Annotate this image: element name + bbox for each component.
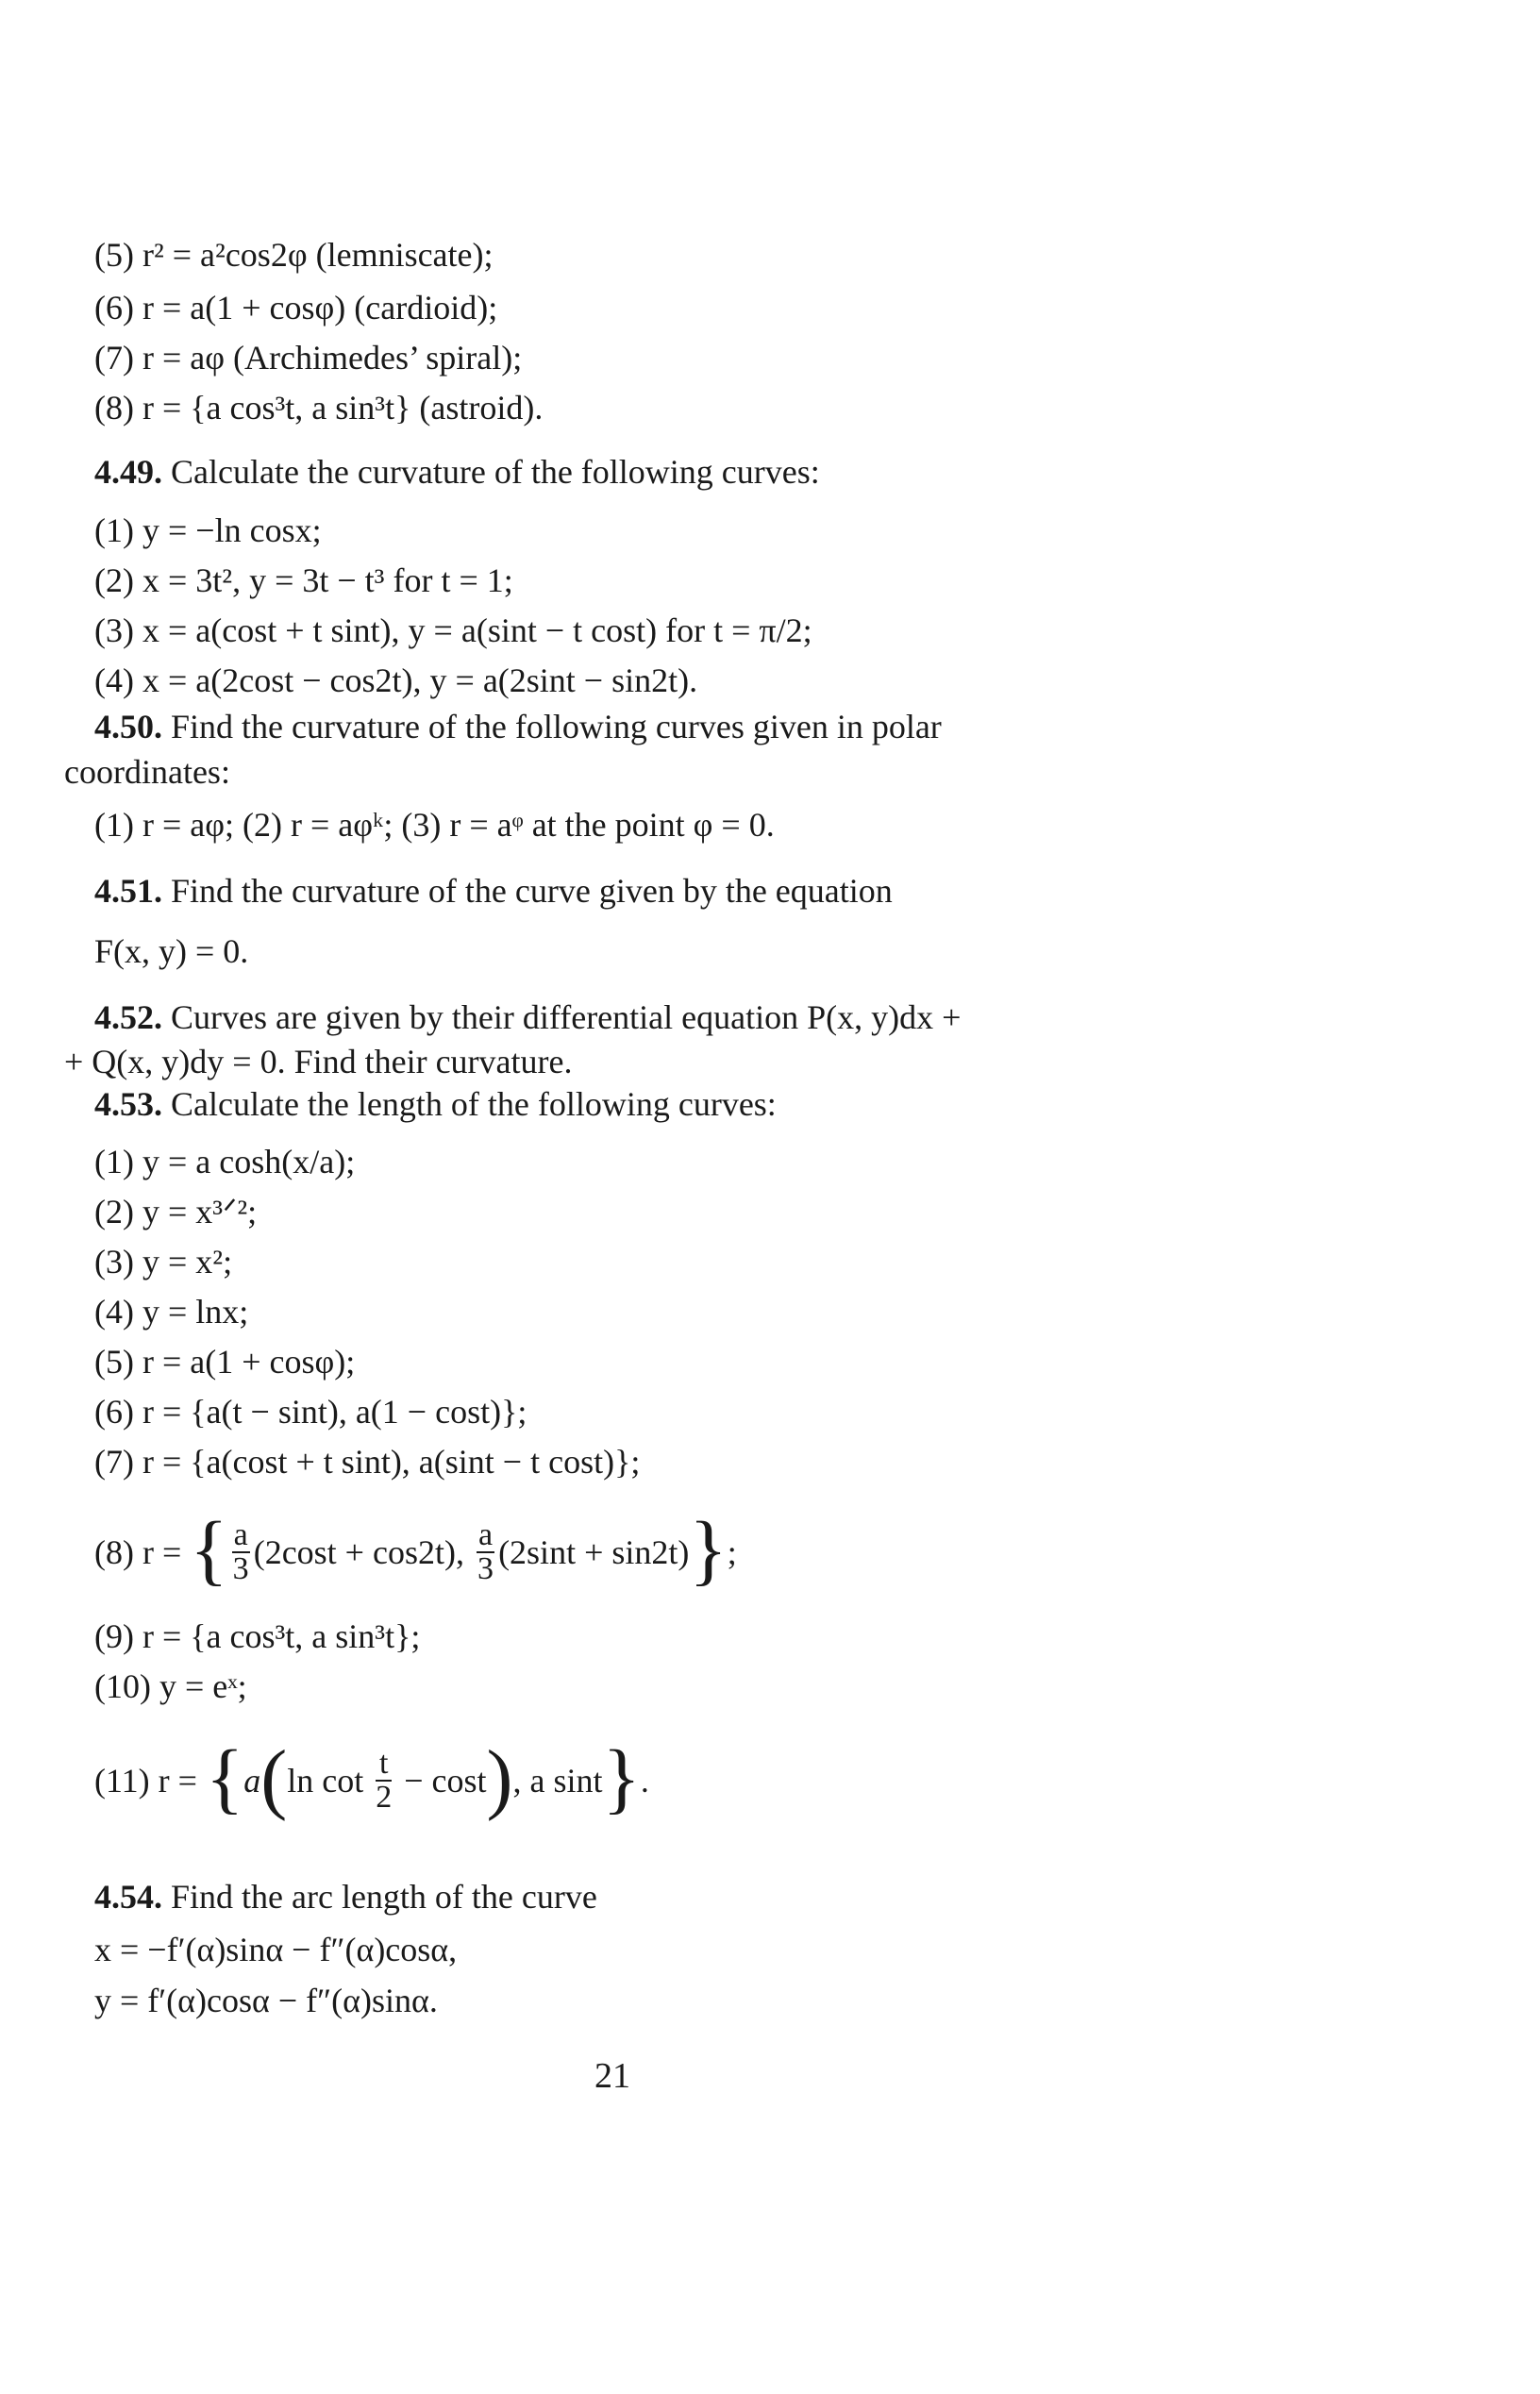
item-6-cardioid: (6) r = a(1 + cosφ) (cardioid); (94, 289, 498, 326)
term-cos: − cost (404, 1762, 487, 1800)
length-curve-1: (1) y = a cosh(x/a); (94, 1143, 356, 1180)
problem-4-54 (94, 1876, 597, 1917)
problem-4-50-cont: coordinates: (64, 753, 230, 791)
problem-text: Curves are given by their differential equation P(x, y)dx + (162, 998, 962, 1036)
problem-number: 4.54. (94, 1878, 162, 1916)
length-curve-5: (5) r = a(1 + cosφ); (94, 1343, 356, 1381)
problem-number: 4.51. (94, 872, 162, 910)
right-brace: } (602, 1733, 641, 1822)
numerator: a (477, 1516, 494, 1552)
curve-2: (2) x = 3t², y = 3t − t³ for t = 1; (94, 561, 513, 599)
term-1: (2cost + cos2t), (253, 1533, 464, 1571)
problem-4-53 (94, 1083, 777, 1125)
length-curve-11 (94, 1733, 649, 1824)
length-curve-10: (10) y = eˣ; (94, 1667, 247, 1705)
problem-4-51 (94, 870, 893, 912)
problem-4-50 (94, 706, 942, 747)
left-brace: { (190, 1505, 228, 1594)
item-5-lemniscate: (5) r² = a²cos2φ (lemniscate); (94, 236, 494, 274)
arc-y-equation: y = f′(α)cosα − f″(α)sinα. (94, 1982, 438, 2019)
curve-1: (1) y = −ln cosx; (94, 511, 322, 549)
numerator: a (233, 1516, 248, 1552)
length-curve-2: (2) y = x³ᐟ²; (94, 1193, 258, 1230)
term-sin: , a sint (512, 1762, 603, 1800)
problem-text: Find the curvature of the curve given by the equation (162, 872, 893, 910)
problem-number: 4.53. (94, 1085, 162, 1123)
denominator: 3 (232, 1550, 249, 1586)
ln-cot: ln cot (287, 1762, 364, 1800)
problem-4-52-cont: + Q(x, y)dy = 0. Find their curvature. (64, 1043, 573, 1080)
item-7-archimedes-spiral: (7) r = aφ (Archimedes’ spiral); (94, 339, 523, 377)
coefficient: a (243, 1762, 261, 1800)
terminator: . (640, 1762, 649, 1800)
page-number: 21 (594, 2056, 630, 2096)
problem-text: Calculate the curvature of the following curves: (162, 453, 820, 491)
length-curve-6: (6) r = {a(t − sint), a(1 − cost)}; (94, 1393, 527, 1431)
right-brace: } (689, 1505, 728, 1594)
implicit-equation: F(x, y) = 0. (94, 932, 249, 970)
fraction-a-over-3-b (477, 1516, 494, 1586)
problem-4-52 (94, 996, 961, 1038)
numerator: t (376, 1748, 392, 1782)
left-brace: { (205, 1733, 244, 1822)
item-8-astroid: (8) r = {a cos³t, a sin³t} (astroid). (94, 389, 544, 427)
problem-number: 4.50. (94, 708, 162, 745)
polar-curves: (1) r = aφ; (2) r = aφᵏ; (3) r = aᵠ at the point φ = 0. (94, 806, 775, 844)
term-2: (2sint + sin2t) (498, 1533, 690, 1571)
denominator: 2 (376, 1779, 393, 1815)
problem-number: 4.52. (94, 998, 162, 1036)
fraction-a-over-3 (232, 1516, 250, 1586)
denominator: 3 (477, 1550, 494, 1586)
length-curve-9: (9) r = {a cos³t, a sin³t}; (94, 1617, 421, 1655)
length-curve-4: (4) y = lnx; (94, 1293, 249, 1331)
problem-text: Find the curvature of the following curves given in polar (162, 708, 942, 745)
problem-number: 4.49. (94, 453, 162, 491)
right-paren: ) (486, 1733, 513, 1822)
terminator: ; (727, 1533, 737, 1571)
item-label: (11) r = (94, 1762, 197, 1800)
problem-text: Find the arc length of the curve (162, 1878, 597, 1916)
curve-4: (4) x = a(2cost − cos2t), y = a(2sint − sin2t). (94, 661, 698, 699)
problem-4-49 (94, 451, 820, 493)
arc-x-equation: x = −f′(α)sinα − f″(α)cosα, (94, 1931, 458, 1968)
length-curve-7: (7) r = {a(cost + t sint), a(sint − t cost)}; (94, 1443, 641, 1481)
fraction-t-over-2 (376, 1745, 393, 1815)
problem-text: Calculate the length of the following curves: (162, 1085, 777, 1123)
curve-3: (3) x = a(cost + t sint), y = a(sint − t cost) for t = π/2; (94, 611, 812, 649)
length-curve-8 (94, 1505, 737, 1596)
length-curve-3: (3) y = x²; (94, 1243, 233, 1281)
item-label: (8) r = (94, 1533, 182, 1571)
left-paren: ( (260, 1733, 288, 1822)
